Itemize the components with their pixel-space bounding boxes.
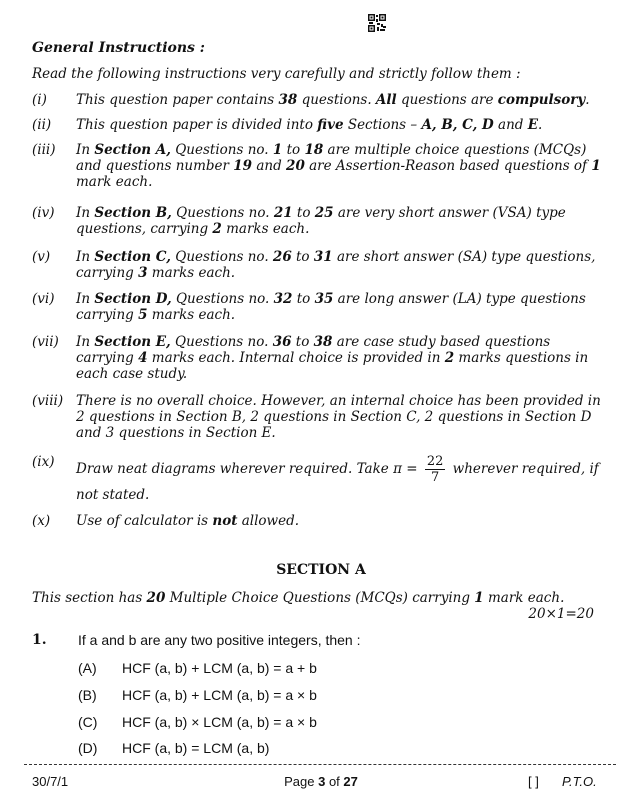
instruction-number: (ix)	[32, 454, 55, 470]
page-current: 3	[318, 774, 326, 789]
page-number	[0, 774, 642, 789]
bold-text: 38	[278, 92, 298, 108]
bold-text: 21	[273, 205, 293, 221]
bold-text: 32	[273, 291, 293, 307]
text-run: Multiple Choice Questions (MCQs) carrying	[165, 590, 475, 606]
instruction-number: (i)	[32, 92, 47, 108]
option-text: HCF (a, b) × LCM (a, b) = a × b	[122, 714, 317, 730]
text-run: Questions no.	[170, 142, 273, 158]
text-run: In	[76, 291, 95, 307]
text-run: This question paper is divided into	[76, 117, 318, 133]
bold-text: 25	[314, 205, 334, 221]
instruction-item	[32, 142, 612, 190]
text-run: are very short answer (VSA) type questions, carrying	[76, 205, 566, 237]
text-run: In	[76, 249, 95, 265]
text-run: This question paper contains	[76, 92, 279, 108]
option-text: HCF (a, b) + LCM (a, b) = a × b	[122, 687, 317, 703]
text-run: allowed.	[237, 513, 300, 529]
bold-text: 1	[272, 142, 283, 158]
instruction-text	[76, 393, 612, 441]
option-text: HCF (a, b) + LCM (a, b) = a + b	[122, 660, 317, 676]
instruction-item	[32, 393, 612, 441]
text-run: This section has	[32, 590, 147, 606]
instruction-number: (iii)	[32, 142, 56, 158]
footer-bracket: [ ]	[528, 774, 539, 789]
instruction-number: (iv)	[32, 205, 55, 221]
option-d	[78, 740, 269, 756]
instruction-item	[32, 291, 612, 323]
text-run: are long answer (LA) type questions carrying	[76, 291, 586, 323]
text-run: mark each.	[76, 174, 153, 190]
text-run: mark each.	[483, 590, 565, 606]
bold-text: 2	[444, 350, 455, 366]
text-run: Questions no.	[170, 249, 273, 265]
text-run: wherever required, if not stated.	[76, 461, 599, 503]
instruction-text	[76, 117, 612, 133]
text-run: to	[291, 334, 314, 350]
text-run: In	[76, 142, 95, 158]
option-c	[78, 714, 317, 730]
bold-text: 31	[313, 249, 333, 265]
text-run: In	[76, 334, 95, 350]
text-run: In	[76, 205, 95, 221]
bold-text: Section D,	[94, 291, 172, 307]
page-total: 27	[343, 774, 358, 789]
text-run: Questions no.	[171, 291, 274, 307]
text-run: marks each. Internal choice is provided in	[147, 350, 445, 366]
instruction-item	[32, 454, 612, 506]
text-run: Sections –	[343, 117, 422, 133]
bold-text: 1	[591, 158, 601, 174]
instruction-number: (ii)	[32, 117, 52, 133]
text-run: Draw neat diagrams wherever required. Take π =	[76, 461, 422, 477]
bold-text: five	[317, 117, 344, 133]
text-run: .	[538, 117, 543, 133]
text-run: and	[252, 158, 287, 174]
section-description	[32, 590, 564, 606]
text-run: marks each.	[221, 221, 310, 237]
bold-text: 38	[313, 334, 333, 350]
bold-text: 2	[212, 221, 222, 237]
text-run: are case study based questions carrying	[76, 334, 551, 366]
option-label: (B)	[78, 687, 97, 703]
bold-text: 36	[272, 334, 292, 350]
bold-text: 26	[272, 249, 292, 265]
text-run: to	[291, 249, 314, 265]
instruction-text	[76, 334, 612, 382]
bold-text: 20	[286, 158, 305, 174]
instruction-item	[32, 249, 612, 281]
footer-divider	[24, 764, 616, 765]
instruction-text	[76, 142, 612, 190]
bold-text: not	[212, 513, 238, 529]
bold-text: 20	[146, 590, 166, 606]
option-a	[78, 660, 317, 676]
instruction-number: (viii)	[32, 393, 64, 409]
qr-code-icon	[368, 14, 386, 32]
page-separator: of	[325, 774, 344, 789]
instruction-text	[76, 291, 612, 323]
section-title: SECTION A	[276, 562, 366, 578]
fraction-denominator: 7	[430, 470, 440, 485]
text-run: There is no overall choice. However, an internal choice has been provided in 2 questions in Section B, 2 questions in Section C, 2 questions in Section D and 3 questions in Section E.	[76, 393, 601, 441]
text-run: marks each.	[147, 265, 236, 281]
instruction-number: (x)	[32, 513, 51, 529]
text-run: Questions no.	[170, 334, 273, 350]
option-b	[78, 687, 317, 703]
bold-text: Section C,	[94, 249, 171, 265]
question-text: If a and b are any two positive integers, then :	[78, 632, 361, 648]
bold-text: 3	[138, 265, 148, 281]
bold-text: Section A,	[94, 142, 171, 158]
text-run: Questions no.	[171, 205, 274, 221]
text-run: marks questions in each case study.	[76, 350, 589, 382]
bold-text: 1	[474, 590, 484, 606]
instruction-text	[76, 513, 612, 529]
text-run: questions.	[297, 92, 376, 108]
instruction-item	[32, 205, 612, 237]
bold-text: All	[375, 92, 397, 108]
text-run: and	[493, 117, 528, 133]
bold-text: compulsory	[497, 92, 586, 108]
bold-text: Section B,	[94, 205, 172, 221]
option-label: (C)	[78, 714, 98, 730]
instruction-item	[32, 513, 612, 529]
text-run: to	[292, 205, 315, 221]
instruction-number: (vii)	[32, 334, 59, 350]
text-run: are multiple choice questions (MCQs) and questions number	[76, 142, 587, 174]
bold-text: 5	[138, 307, 148, 323]
instruction-text	[76, 454, 612, 506]
option-label: (D)	[78, 740, 98, 756]
page-prefix: Page	[284, 774, 319, 789]
instruction-text	[76, 249, 612, 281]
bold-text: 4	[138, 350, 148, 366]
instruction-item	[32, 117, 612, 133]
bold-text: 35	[314, 291, 334, 307]
instruction-text	[76, 92, 612, 108]
text-run: .	[585, 92, 590, 108]
text-run: marks each.	[147, 307, 236, 323]
option-label: (A)	[78, 660, 97, 676]
pi-fraction	[425, 454, 446, 485]
instruction-text	[76, 205, 612, 237]
bold-text: Section E,	[94, 334, 171, 350]
instructions-intro: Read the following instructions very carefully and strictly follow them :	[32, 66, 521, 82]
text-run: questions are	[396, 92, 498, 108]
section-marks: 20×1=20	[528, 606, 594, 622]
bold-text: 19	[233, 158, 253, 174]
instruction-number: (vi)	[32, 291, 55, 307]
pto-label: P.T.O.	[562, 774, 597, 789]
text-run: to	[282, 142, 305, 158]
question-number: 1.	[32, 632, 47, 648]
fraction-numerator: 22	[426, 454, 444, 469]
instructions-heading: General Instructions :	[32, 40, 205, 56]
instruction-item	[32, 334, 612, 382]
bold-text: E	[527, 117, 539, 133]
text-run: Use of calculator is	[76, 513, 213, 529]
bold-text: 18	[304, 142, 324, 158]
instruction-number: (v)	[32, 249, 51, 265]
text-run: are Assertion-Reason based questions of	[304, 158, 592, 174]
paper-code: 30/7/1	[32, 774, 69, 789]
text-run: to	[292, 291, 315, 307]
instruction-item	[32, 92, 612, 108]
bold-text: A, B, C, D	[421, 117, 494, 133]
option-text: HCF (a, b) = LCM (a, b)	[122, 740, 270, 756]
text-run: are short answer (SA) type questions, carrying	[76, 249, 596, 281]
